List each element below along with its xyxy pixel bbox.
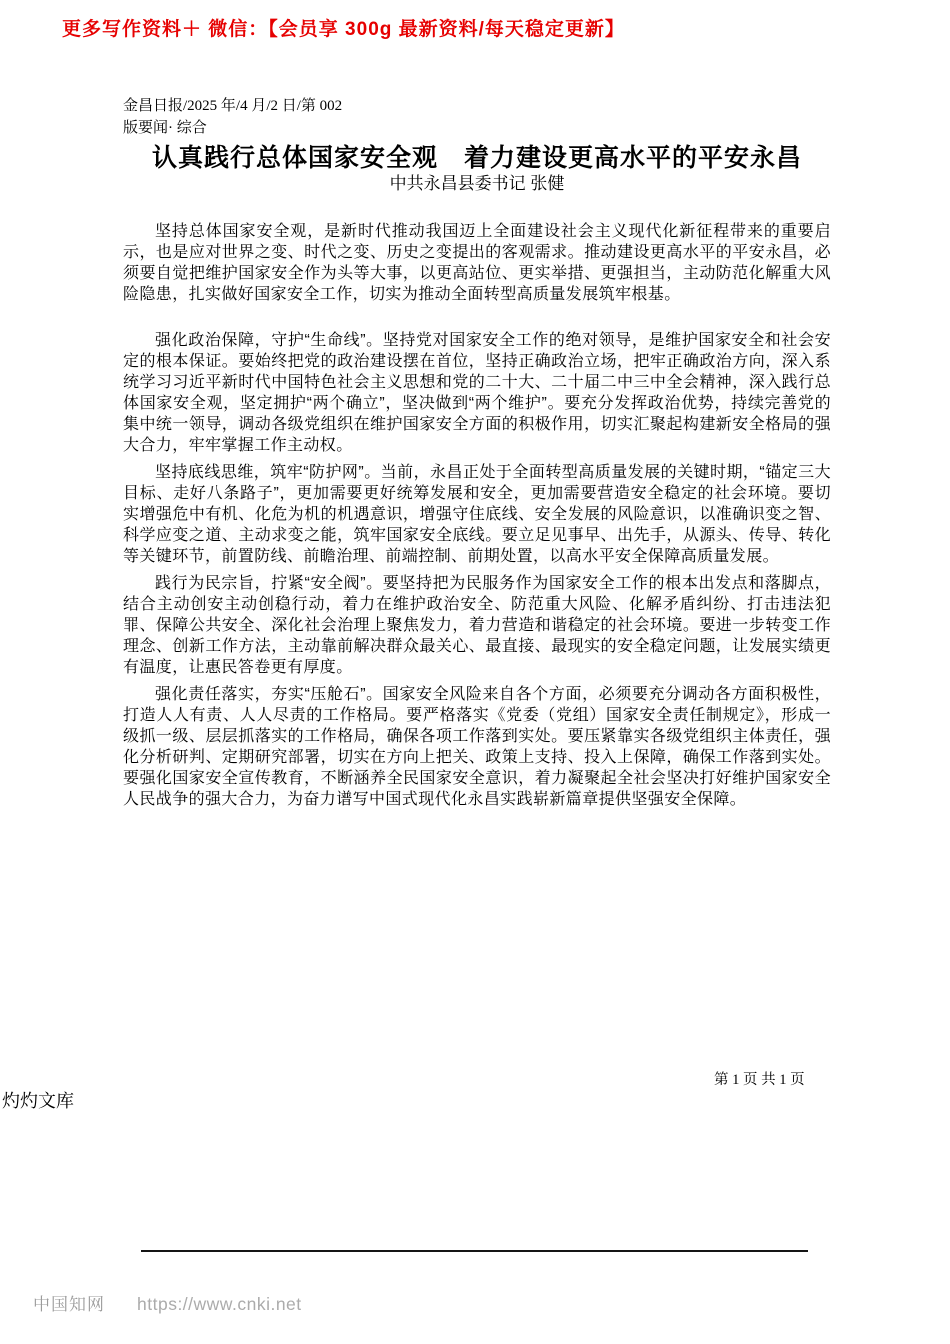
article-paragraph: 坚持底线思维，筑牢“防护网”。当前，永昌正处于全面转型高质量发展的关键时期，“锚定三大目标、走好八条路子”，更加需要更好统筹发展和安全，更加需要营造安全稳定的社会环境。要切实增强危中有机、化危为机的机遇意识，增强守住底线、安全发展的风险意识，以准确识变之智、科学应变之道、主动求变之能，筑牢国家安全底线。要立足见事早、出先手，从源头、传导、转化等关键环节，前置防线、前瞻治理、前端控制、前期处置，以高水平安全保障高质量发展。 bbox=[123, 464, 831, 565]
article-paragraph: 践行为民宗旨，拧紧“安全阀”。要坚持把为民服务作为国家安全工作的根本出发点和落脚点，结合主动创安主动创稳行动，着力在维护政治安全、防范重大风险、化解矛盾纠纷、打击违法犯罪、保障公共安全、深化社会治理上聚焦发力，着力营造和谐稳定的社会环境。要进一步转变工作理念、创新工作方法，主动靠前解决群众最关心、最直接、最现实的安全稳定问题，让发展实绩更有温度，让惠民答卷更有厚度。 bbox=[123, 575, 831, 676]
article-body bbox=[123, 221, 831, 810]
article-title: 认真践行总体国家安全观 着力建设更高水平的平安永昌 bbox=[151, 144, 802, 172]
article bbox=[123, 95, 831, 816]
footer-divider bbox=[141, 1250, 808, 1252]
article-source-line: 金昌日报/2025 年/4 月/2 日/第 002 bbox=[123, 98, 343, 114]
article-author: 中共永昌县委书记 张健 bbox=[389, 174, 565, 193]
cnki-brand-logo: 中国知网 bbox=[33, 1295, 105, 1314]
cnki-url-text: https://www.cnki.net bbox=[137, 1294, 302, 1314]
article-paragraph: 强化政治保障，守护“生命线”。坚持党对国家安全工作的绝对领导，是维护国家安全和社会安定的根本保证。要始终把党的政治建设摆在首位，坚持正确政治立场，把牢正确政治方向，深入系统学习习近平新时代中国特色社会主义思想和党的二十大、二十届二中三中全会精神，深入践行总体国家安全观，坚定拥护“两个确立”，坚决做到“两个维护”。要充分发挥政治优势，持续完善党的集中统一领导，调动各级党组织在维护国家安全方面的积极作用，切实汇聚起构建新安全格局的强大合力，牢牢掌握工作主动权。 bbox=[123, 332, 831, 454]
page-indicator: 第 1 页 共 1 页 bbox=[714, 1072, 805, 1088]
cnki-watermark bbox=[33, 1290, 302, 1315]
library-watermark: 灼灼文库 bbox=[2, 1091, 74, 1111]
article-paragraph: 坚持总体国家安全观，是新时代推动我国迈上全面建设社会主义现代化新征程带来的重要启示，也是应对世界之变、时代之变、历史之变提出的客观需求。推动建设更高水平的平安永昌，必须要自觉把维护国家安全作为头等大事，以更高站位、更实举措、更强担当，主动防范化解重大风险隐患，扎实做好国家安全工作，切实为推动全面转型高质量发展筑牢根基。 bbox=[123, 223, 831, 303]
promo-banner-text: 更多写作资料＋ 微信：【会员享 300g 最新资料/每天稳定更新】 bbox=[62, 19, 625, 40]
article-paragraph: 强化责任落实，夯实“压舱石”。国家安全风险来自各个方面，必须要充分调动各方面积极性，打造人人有责、人人尽责的工作格局。要严格落实《党委（党组）国家安全责任制规定》，形成一级抓一级、层层抓落实的工作格局，确保各项工作落到实处。要压紧靠实各级党组织主体责任，强化分析研判、定期研究部署，切实在方向上把关、政策上支持、投入上保障，确保工作落到实处。要强化国家安全宣传教育，不断涵养全民国家安全意识，着力凝聚起全社会坚决打好维护国家安全人民战争的强大合力，为奋力谱写中国式现代化永昌实践崭新篇章提供坚强安全保障。 bbox=[123, 686, 831, 808]
article-section-line: 版要闻· 综合 bbox=[123, 120, 207, 136]
